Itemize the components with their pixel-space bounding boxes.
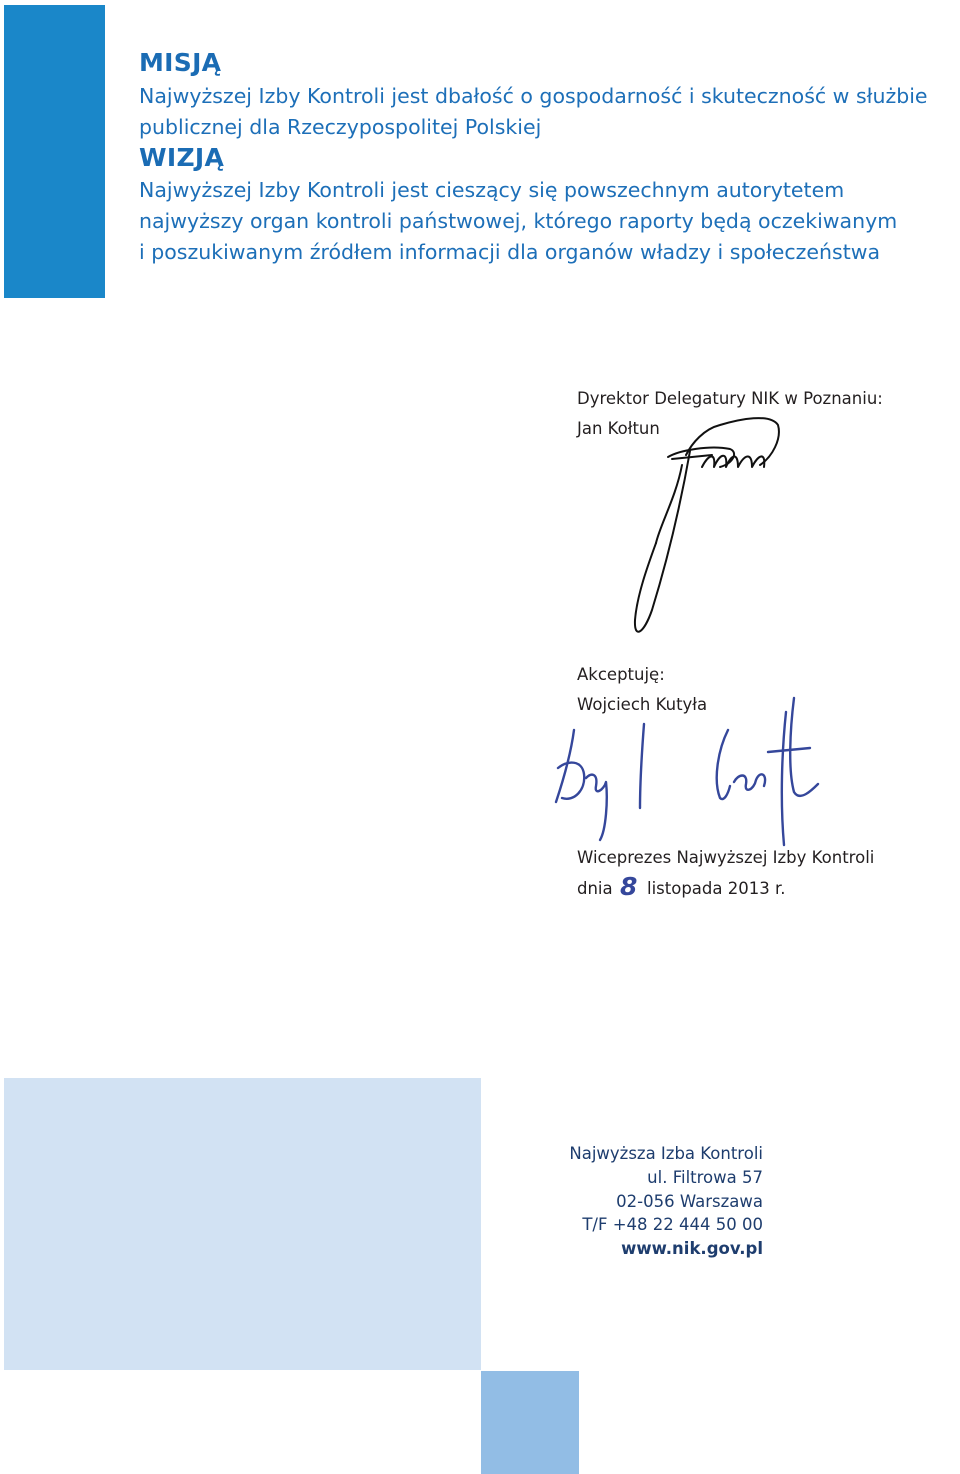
vision-line-1: Najwyższej Izby Kontroli jest cieszący się powszechnym autorytetem bbox=[139, 178, 845, 202]
vision-heading: WIZJĄ bbox=[139, 143, 225, 172]
address-street: ul. Filtrowa 57 bbox=[647, 1168, 763, 1187]
vision-line-3: i poszukiwanym źródłem informacji dla organów władzy i społeczeństwa bbox=[139, 240, 881, 264]
mission-line-1: Najwyższej Izby Kontroli jest dbałość o gospodarność i skuteczność w służbie bbox=[139, 84, 928, 108]
vision-line-2: najwyższy organ kontroli państwowej, którego raporty będą oczekiwanym bbox=[139, 209, 898, 233]
director-signature bbox=[620, 405, 790, 645]
accent-block bbox=[481, 1371, 579, 1474]
approval-label: Akceptuję: bbox=[577, 665, 665, 684]
address-panel bbox=[4, 1078, 481, 1370]
director-name: Jan Kołtun bbox=[577, 419, 660, 438]
approver-name: Wojciech Kutyła bbox=[577, 695, 708, 714]
mission-heading: MISJĄ bbox=[139, 48, 222, 77]
director-title: Dyrektor Delegatury NIK w Poznaniu: bbox=[577, 389, 883, 408]
address-city: 02-056 Warszawa bbox=[616, 1192, 763, 1211]
approver-signature bbox=[548, 690, 848, 860]
website-link[interactable]: www.nik.gov.pl bbox=[621, 1239, 763, 1258]
address-phone: T/F +48 22 444 50 00 bbox=[582, 1215, 763, 1234]
date-suffix: listopada 2013 r. bbox=[647, 879, 786, 898]
date-prefix: dnia bbox=[577, 879, 613, 898]
address-org: Najwyższa Izba Kontroli bbox=[569, 1144, 763, 1163]
mission-line-2: publicznej dla Rzeczypospolitej Polskiej bbox=[139, 115, 542, 139]
accent-bar bbox=[4, 5, 105, 298]
date-day-handwritten: 8 bbox=[620, 872, 638, 901]
approver-position: Wiceprezes Najwyższej Izby Kontroli bbox=[577, 848, 875, 867]
